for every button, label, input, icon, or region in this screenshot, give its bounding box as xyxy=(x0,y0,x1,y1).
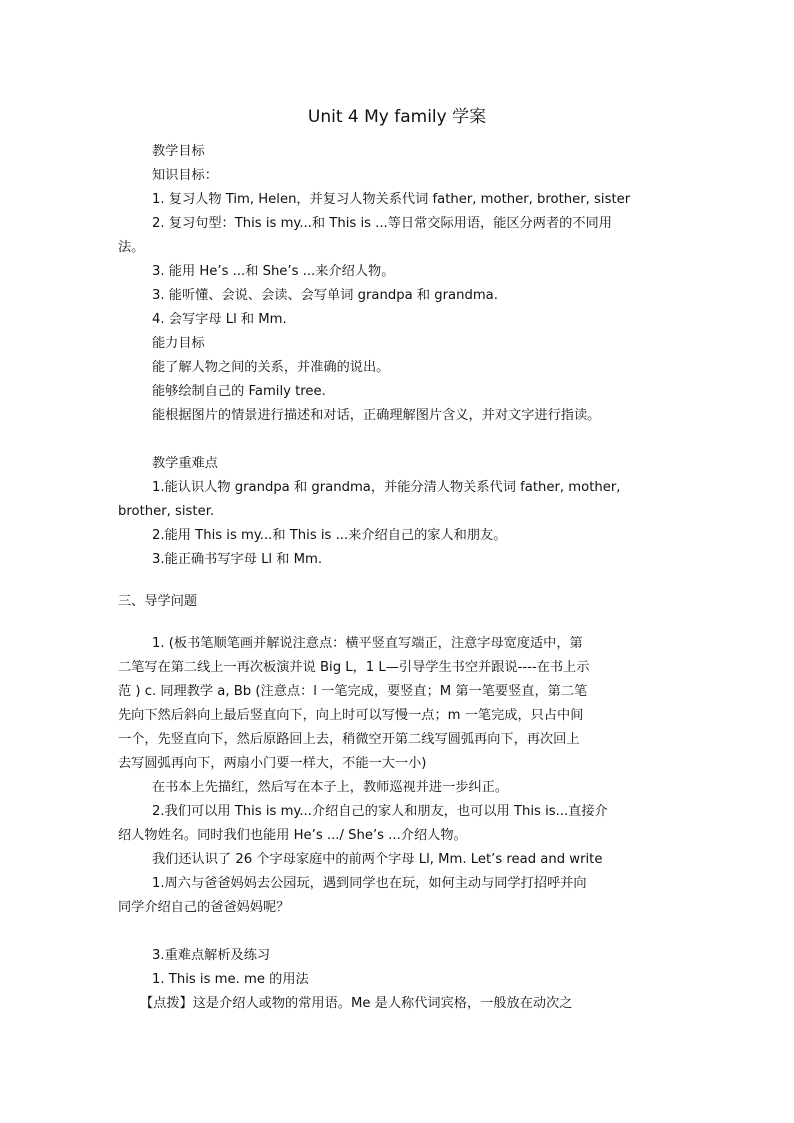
paragraph-line: 一个，先竖直向下，然后原路回上去，稍微空开第二线写圆弧再向下，再次回上 xyxy=(118,732,580,747)
paragraph-line: 3. 能听懂、会说、会读、会写单词 grandpa 和 grandma. xyxy=(152,288,498,303)
paragraph-line: 二笔写在第二线上一再次板演并说 Big L，1 L—引导学生书空并跟说----在书上示 xyxy=(118,660,590,675)
subheading-knowledge-goals: 知识目标： xyxy=(152,168,218,183)
paragraph-line: 3.能正确书写字母 Ll 和 Mm. xyxy=(152,552,323,567)
paragraph-line: 能够绘制自己的 Family tree. xyxy=(152,384,326,399)
section-heading-analysis: 3.重难点解析及练习 xyxy=(152,948,271,963)
paragraph-line: 先向下然后斜向上最后竖直向下，向上时可以写慢一点；m 一笔完成，只占中间 xyxy=(118,708,584,723)
paragraph-line: 法。 xyxy=(118,240,145,255)
subheading-ability-goals: 能力目标 xyxy=(152,336,205,351)
paragraph-line: 去写圆弧再向下，两扇小门要一样大，不能一大一小) xyxy=(118,756,427,771)
paragraph-line: 【点拨】这是介绍人或物的常用语。Me 是人称代词宾格，一般放在动次之 xyxy=(140,996,573,1011)
section-heading-teaching-goals: 教学目标 xyxy=(152,144,205,159)
paragraph-line: 1.能认识人物 grandpa 和 grandma，并能分清人物关系代词 father, mother, xyxy=(152,480,621,495)
paragraph-line: 范 ) c. 同理教学 a, Bb (注意点：l 一笔完成，要竖直；M 第一笔要竖直，第二笔 xyxy=(118,684,588,699)
paragraph-line: 1.周六与爸爸妈妈去公园玩，遇到同学也在玩，如何主动与同学打招呼并向 xyxy=(152,876,587,891)
page-title: Unit 4 My family 学案 xyxy=(307,107,487,127)
paragraph-line: 3. 能用 He’s ...和 She’s ...来介绍人物。 xyxy=(152,264,395,279)
section-heading-guided-questions: 三、导学问题 xyxy=(118,594,198,609)
paragraph-line: 我们还认识了 26 个字母家庭中的前两个字母 Ll, Mm. Let’s read and write xyxy=(152,852,603,867)
paragraph-line: 1. 复习人物 Tim, Helen，并复习人物关系代词 father, mother, brother, sister xyxy=(152,192,631,207)
paragraph-line: 能了解人物之间的关系，并准确的说出。 xyxy=(152,360,390,375)
paragraph-line: 1. (板书笔顺笔画并解说注意点：横平竖直写端正，注意字母宽度适中，第 xyxy=(152,636,583,651)
section-heading-key-points: 教学重难点 xyxy=(152,456,218,471)
paragraph-line: 2.我们可以用 This is my...介绍自己的家人和朋友，也可以用 This is...直接介 xyxy=(152,804,608,819)
paragraph-line: 2. 复习句型：This is my...和 This is ...等日常交际用语，能区分两者的不同用 xyxy=(152,216,612,231)
paragraph-line: 同学介绍自己的爸爸妈妈呢？ xyxy=(118,900,290,915)
paragraph-line: 1. This is me. me 的用法 xyxy=(152,972,309,987)
paragraph-line: 在书本上先描红，然后写在本子上，教师巡视并进一步纠正。 xyxy=(152,780,509,795)
paragraph-line: brother, sister. xyxy=(118,504,215,519)
paragraph-line: 绍人物姓名。同时我们也能用 He’s .../ She’s ...介绍人物。 xyxy=(118,828,467,843)
paragraph-line: 2.能用 This is my...和 This is ...来介绍自己的家人和朋友。 xyxy=(152,528,507,543)
paragraph-line: 能根据图片的情景进行描述和对话，正确理解图片含义，并对文字进行指读。 xyxy=(152,408,601,423)
paragraph-line: 4. 会写字母 Ll 和 Mm. xyxy=(152,312,287,327)
